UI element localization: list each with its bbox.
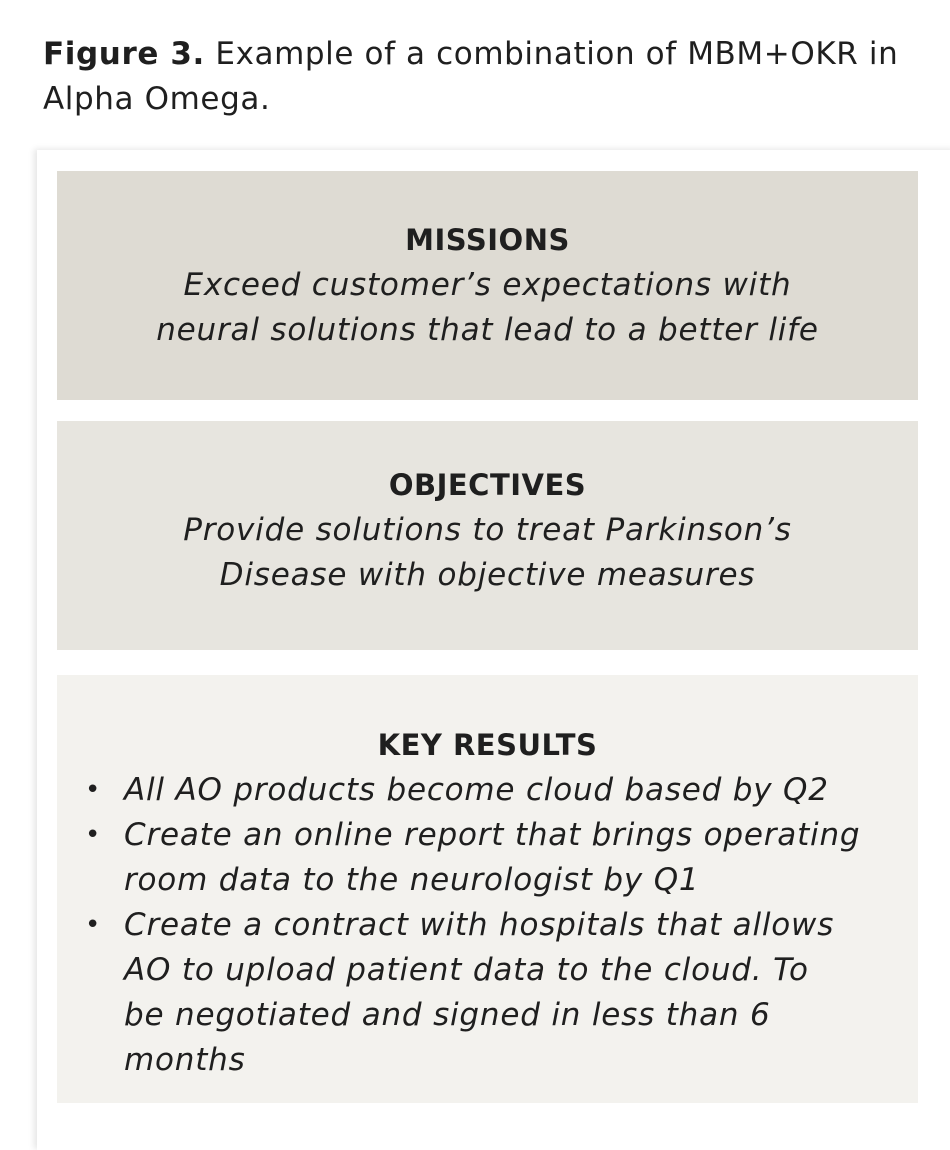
key-results-title: KEY RESULTS xyxy=(377,728,598,762)
figure-caption-text: Example of a combination of MBM+OKR in Alpha Omega. xyxy=(43,36,899,117)
key-results-box xyxy=(57,675,918,1103)
bullet-icon: • xyxy=(85,910,102,940)
key-result-item xyxy=(57,768,918,813)
bullet-icon: • xyxy=(85,775,102,805)
missions-text xyxy=(57,263,918,353)
objectives-title: OBJECTIVES xyxy=(388,468,587,502)
key-result-line: All AO products become cloud based by Q2 xyxy=(124,772,829,808)
key-result-line: Create an online report that brings operating xyxy=(124,817,861,853)
objectives-line: Disease with objective measures xyxy=(219,557,756,593)
objectives-text xyxy=(57,508,918,598)
missions-line: Exceed customer’s expectations with xyxy=(183,267,792,303)
key-result-item xyxy=(57,903,918,1083)
key-result-line: room data to the neurologist by Q1 xyxy=(124,862,700,898)
key-results-list xyxy=(57,768,918,1083)
figure-label: Figure 3. xyxy=(43,36,205,72)
key-result-line: be negotiated and signed in less than 6 xyxy=(124,997,771,1033)
key-result-line: AO to upload patient data to the cloud. To xyxy=(124,952,809,988)
bullet-icon: • xyxy=(85,820,102,850)
key-result-item xyxy=(57,813,918,903)
objectives-line: Provide solutions to treat Parkinson’s xyxy=(183,512,792,548)
objectives-box xyxy=(57,421,918,650)
figure-caption xyxy=(43,32,903,122)
key-result-line: Create a contract with hospitals that allows xyxy=(124,907,835,943)
missions-line: neural solutions that lead to a better life xyxy=(156,312,819,348)
missions-title: MISSIONS xyxy=(405,223,570,257)
key-result-line: months xyxy=(124,1042,246,1078)
missions-box xyxy=(57,171,918,400)
